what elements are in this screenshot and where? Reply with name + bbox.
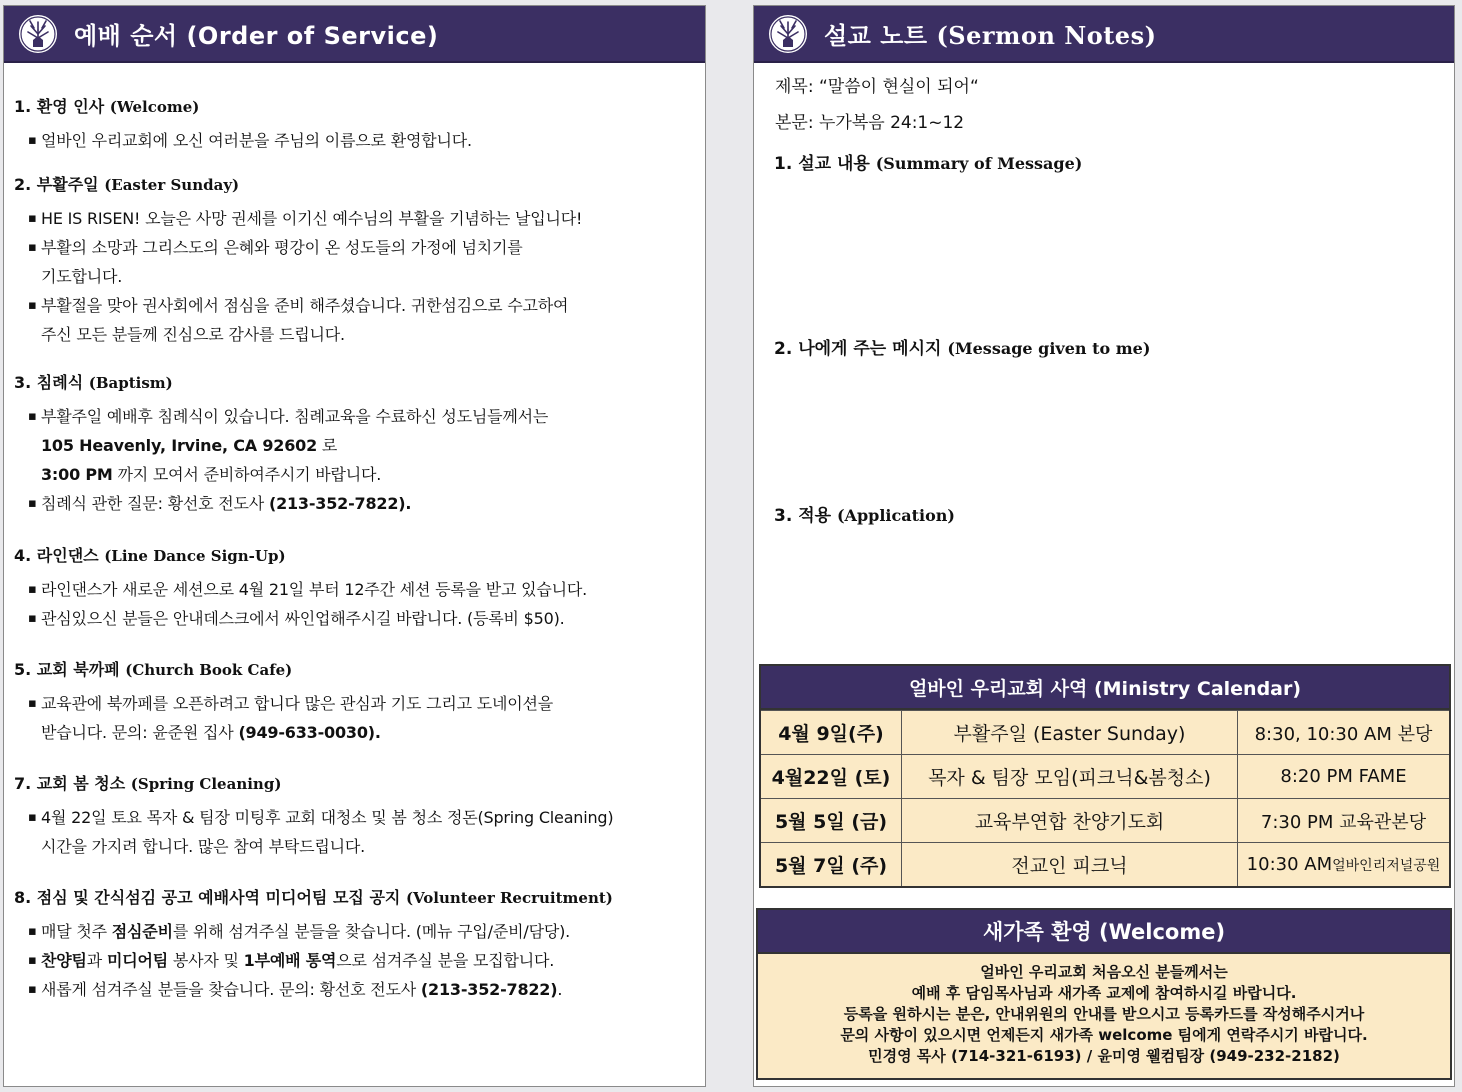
address-text: 105 Heavenly, Irvine, CA 92602 bbox=[41, 436, 318, 455]
calendar-place: 얼바인리저널공원 bbox=[1332, 857, 1441, 874]
section-title-en: (Volunteer Recruitment) bbox=[405, 889, 613, 907]
order-of-service-header bbox=[4, 6, 705, 63]
calendar-event: 전교인 피크닉 bbox=[901, 843, 1237, 886]
item-bold: 찬양팀 bbox=[41, 951, 87, 970]
welcome-line: 민경영 목사 (714-321-6193) / 윤미영 웰컴팀장 (949-232-2182) bbox=[868, 1047, 1340, 1065]
section-title-en: (Spring Cleaning) bbox=[130, 775, 282, 793]
calendar-date: 5월 7일 (주) bbox=[774, 855, 888, 877]
table-row bbox=[761, 710, 1449, 754]
section-title-en: (Church Book Cafe) bbox=[125, 661, 293, 679]
calendar-date: 4월22일 (토) bbox=[771, 767, 891, 789]
section-title-en: (Line Dance Sign-Up) bbox=[104, 547, 286, 565]
item-bold: 미디어팀 bbox=[106, 951, 168, 970]
phone-number: (213-352-7822) bbox=[420, 980, 558, 999]
item-text: 부활의 소망과 그리스도의 은혜와 평강이 온 성도들의 가정에 넘치기를 기도합니다. bbox=[41, 238, 523, 286]
item-text: 교육관에 북까페를 오픈하려고 합니다 많은 관심과 기도 그리고 도네이션을 받습니다. 문의: 윤준원 집사 bbox=[41, 694, 554, 742]
section-volunteer bbox=[14, 885, 697, 1004]
item-text: 를 위해 섬겨주실 분들을 찾습니다. (메뉴 구입/준비/담당). bbox=[172, 922, 571, 941]
list-item: ▪ 관심있으신 분들은 안내데스크에서 싸인업해주시길 바랍니다. (등록비 $50). bbox=[28, 609, 565, 628]
sermon-subject: 제목: “말씀이 현실이 되어“ bbox=[775, 77, 979, 97]
calendar-date: 4월 9일(주) bbox=[778, 723, 884, 745]
section-title: 1. 환영 인사 bbox=[14, 97, 105, 116]
calendar-time: 7:30 PM 교육관본당 bbox=[1237, 799, 1449, 842]
sermon-notes-header bbox=[754, 6, 1454, 63]
section-title: 8. 점심 및 간식섬김 공고 예배사역 미디어팀 모집 공지 bbox=[14, 888, 401, 907]
calendar-event: 목자 & 팀장 모임(피크닉&봄청소) bbox=[901, 755, 1237, 798]
section-title-en: (Easter Sunday) bbox=[104, 176, 240, 194]
phone-number: (949-633-0030). bbox=[238, 723, 381, 742]
sermon-notes-panel bbox=[753, 5, 1455, 1087]
sermon-notes-title-en: (Sermon Notes) bbox=[936, 21, 1157, 50]
item-text: 으로 섬겨주실 분을 모집합니다. bbox=[336, 951, 555, 970]
list-item: ▪ 교육관에 북까페를 오픈하려고 합니다 많은 관심과 기도 그리고 도네이션을 받습니다. 문의: 윤준원 집사 (949-633-0030). bbox=[28, 694, 554, 742]
section-title: 7. 교회 봄 청소 bbox=[14, 774, 126, 793]
table-row bbox=[761, 798, 1449, 842]
list-item: ▪ HE IS RISEN! 오늘은 사망 권세를 이기신 예수님의 부활을 기념하는 날입니다! bbox=[28, 209, 583, 228]
church-tree-logo-icon bbox=[766, 12, 810, 56]
item-text: 라인댄스가 새로운 세션으로 4월 21일 부터 12주간 세션 등록을 받고 있습니다. bbox=[41, 580, 588, 599]
section-baptism bbox=[14, 370, 697, 518]
section-title: 3. 침례식 bbox=[14, 373, 84, 392]
calendar-event: 교육부연합 찬양기도회 bbox=[901, 799, 1237, 842]
list-item: ▪ 부활의 소망과 그리스도의 은혜와 평강이 온 성도들의 가정에 넘치기를 기도합니다. bbox=[28, 238, 523, 286]
calendar-time: 8:20 PM FAME bbox=[1237, 755, 1449, 798]
item-bold: 1부예배 통역 bbox=[243, 951, 337, 970]
section-title: 3. 적용 bbox=[774, 506, 832, 526]
item-text: 매달 첫주 bbox=[41, 922, 112, 941]
item-text: 4월 22일 토요 목자 & 팀장 미팅후 교회 대청소 및 봄 청소 정돈(Spring Cleaning) 시간을 가지려 합니다. 많은 참여 부탁드립니다. bbox=[41, 808, 614, 856]
list-item: ▪ 얼바인 우리교회에 오신 여러분을 주님의 이름으로 환영합니다. bbox=[28, 131, 472, 150]
section-title: 2. 부활주일 bbox=[14, 175, 99, 194]
item-text: 새롭게 섬겨주실 분들을 찾습니다. 문의: 황선호 전도사 bbox=[41, 980, 421, 999]
welcome-line: 등록을 원하시는 분은, 안내위원의 안내를 받으시고 등록카드를 작성해주시거나 bbox=[843, 1005, 1365, 1023]
item-text: 침례식 관한 질문: 황선호 전도사 bbox=[41, 494, 269, 513]
list-item: ▪ 새롭게 섬겨주실 분들을 찾습니다. 문의: 황선호 전도사 (213-352-7822). bbox=[28, 980, 563, 999]
section-title-en: (Baptism) bbox=[88, 374, 173, 392]
table-row bbox=[761, 754, 1449, 798]
sermon-section-application bbox=[774, 501, 955, 526]
calendar-date: 5월 5일 (금) bbox=[774, 811, 888, 833]
item-text: . bbox=[557, 980, 563, 999]
new-family-welcome-box bbox=[756, 908, 1452, 1080]
time-text: 3:00 PM bbox=[41, 465, 113, 484]
list-item: ▪ 4월 22일 토요 목자 & 팀장 미팅후 교회 대청소 및 봄 청소 정돈(Spring Cleaning) 시간을 가지려 합니다. 많은 참여 부탁드립니다. bbox=[28, 808, 614, 856]
item-text: 봉사자 및 bbox=[167, 951, 244, 970]
sermon-section-message bbox=[774, 334, 1150, 359]
table-row bbox=[761, 842, 1449, 886]
section-spring-cleaning bbox=[14, 771, 697, 861]
list-item: ▪ 부활절을 맞아 권사회에서 점심을 준비 해주셨습니다. 귀한섬김으로 수고하여 주신 모든 분들께 진심으로 감사를 드립니다. bbox=[28, 296, 569, 344]
item-text: 관심있으신 분들은 안내데스크에서 싸인업해주시길 바랍니다. (등록비 $50). bbox=[41, 609, 565, 628]
welcome-line: 얼바인 우리교회 처음오신 분들께서는 bbox=[980, 963, 1228, 981]
calendar-title: 얼바인 우리교회 사역 (Ministry Calendar) bbox=[761, 666, 1449, 710]
order-of-service-title-ko: 예배 순서 bbox=[74, 22, 178, 50]
section-line-dance bbox=[14, 543, 697, 633]
order-of-service-title-en: (Order of Service) bbox=[186, 22, 439, 50]
sermon-section-summary bbox=[774, 149, 1082, 174]
item-bold: 점심준비 bbox=[111, 922, 173, 941]
section-title-en: (Application) bbox=[836, 506, 955, 525]
section-welcome bbox=[14, 94, 697, 155]
order-of-service-panel bbox=[3, 5, 706, 1087]
item-text: HE IS RISEN! 오늘은 사망 권세를 이기신 예수님의 부활을 기념하는 날입니다! bbox=[41, 209, 583, 228]
section-title: 1. 설교 내용 bbox=[774, 154, 870, 174]
section-title-en: (Welcome) bbox=[109, 98, 200, 116]
welcome-line: 문의 사항이 있으시면 언제든지 새가족 welcome 팀에게 연락주시기 바랍니다. bbox=[840, 1026, 1368, 1044]
section-title-en: (Summary of Message) bbox=[875, 154, 1083, 173]
section-title-en: (Message given to me) bbox=[947, 339, 1151, 358]
item-text: 부활절을 맞아 권사회에서 점심을 준비 해주셨습니다. 귀한섬김으로 수고하여 주신 모든 분들께 진심으로 감사를 드립니다. bbox=[41, 296, 569, 344]
list-item: ▪ 라인댄스가 새로운 세션으로 4월 21일 부터 12주간 세션 등록을 받고 있습니다. bbox=[28, 580, 588, 599]
baptism-address bbox=[14, 431, 697, 460]
welcome-title: 새가족 환영 (Welcome) bbox=[758, 910, 1450, 954]
calendar-event: 부활주일 (Easter Sunday) bbox=[901, 711, 1237, 754]
church-tree-logo-icon bbox=[16, 12, 60, 56]
section-title: 4. 라인댄스 bbox=[14, 546, 99, 565]
calendar-time-cell bbox=[1237, 843, 1449, 886]
welcome-line: 예배 후 담임목사님과 새가족 교제에 참여하시길 바랍니다. bbox=[911, 984, 1297, 1002]
section-book-cafe bbox=[14, 657, 697, 747]
address-suffix: 로 bbox=[317, 436, 338, 455]
section-title: 2. 나에게 주는 메시지 bbox=[774, 339, 942, 359]
list-item: ▪ 매달 첫주 점심준비를 위해 섬겨주실 분들을 찾습니다. (메뉴 구입/준비/담당). bbox=[28, 922, 571, 941]
sermon-notes-title-ko: 설교 노트 bbox=[824, 22, 928, 50]
item-text: 부활주일 예배후 침례식이 있습니다. 침례교육을 수료하신 성도님들께서는 bbox=[41, 407, 549, 426]
section-title: 5. 교회 북까페 bbox=[14, 660, 120, 679]
calendar-time: 8:30, 10:30 AM 본당 bbox=[1237, 711, 1449, 754]
welcome-body bbox=[758, 954, 1450, 1067]
list-item: ▪ 찬양팀과 미디어팀 봉사자 및 1부예배 통역으로 섬겨주실 분을 모집합니다. bbox=[28, 951, 555, 970]
time-suffix: 까지 모여서 준비하여주시기 바랍니다. bbox=[112, 465, 382, 484]
section-easter bbox=[14, 172, 697, 349]
phone-number: (213-352-7822). bbox=[268, 494, 412, 513]
item-text: 과 bbox=[86, 951, 107, 970]
calendar-time: 10:30 AM bbox=[1246, 854, 1333, 875]
list-item: ▪ 부활주일 예배후 침례식이 있습니다. 침례교육을 수료하신 성도님들께서는 bbox=[28, 407, 549, 426]
sermon-scripture: 본문: 누가복음 24:1~12 bbox=[775, 113, 965, 133]
ministry-calendar-table bbox=[759, 664, 1451, 888]
item-text: 얼바인 우리교회에 오신 여러분을 주님의 이름으로 환영합니다. bbox=[41, 131, 472, 150]
baptism-time bbox=[14, 460, 697, 489]
list-item: ▪ 침례식 관한 질문: 황선호 전도사 (213-352-7822). bbox=[28, 494, 412, 513]
